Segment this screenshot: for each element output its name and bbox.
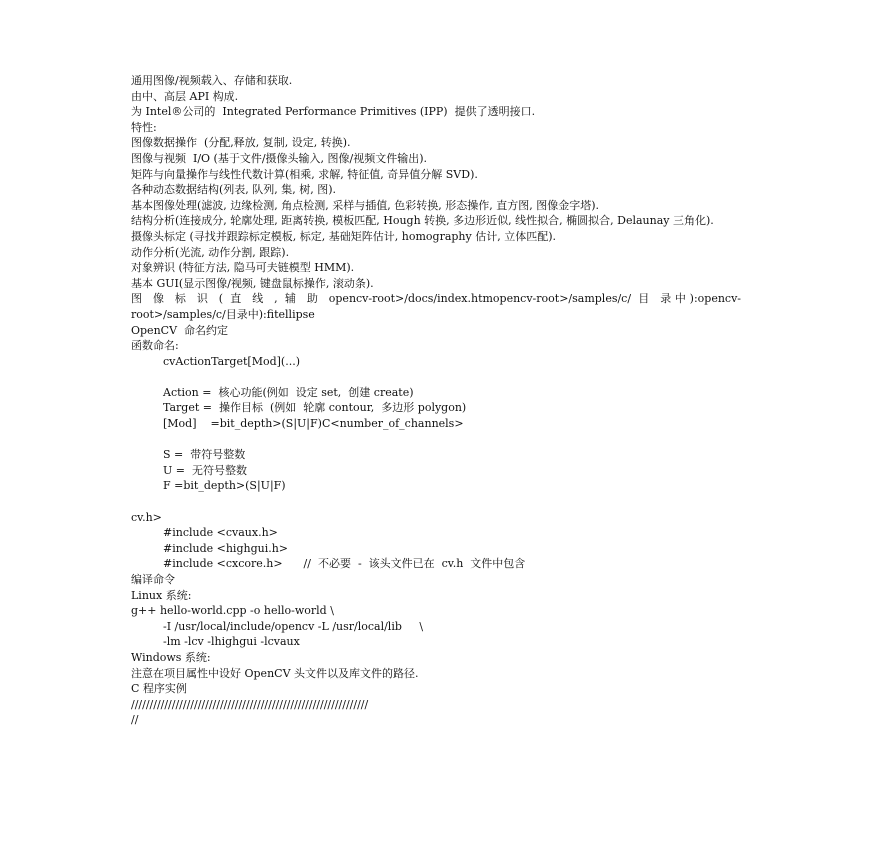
text-line: 函数命名:: [131, 339, 179, 353]
text-line: 为 Intel®公司的 Integrated Performance Primitives (IPP) 提供了透明接口.: [131, 105, 536, 119]
code-line: g++ hello-world.cpp -o hello-world \: [131, 604, 334, 618]
text-line: 图像数据操作 (分配,释放, 复制, 设定, 转换).: [131, 136, 351, 150]
code-line: -I /usr/local/include/opencv -L /usr/local/lib \: [163, 619, 424, 633]
code-line: Action = 核心功能(例如 设定 set, 创建 create): [163, 385, 414, 399]
text-paragraph: 图 像 标 识 ( 直 线 , 辅 助 opencv-root>/docs/index.htmopencv-root>/samples/c/ 目 录中):opencv-root>/samples/c/目录中):fitellipse: [131, 292, 741, 321]
blank-line: [131, 369, 741, 385]
text-line: 各种动态数据结构(列表, 队列, 集, 树, 图).: [131, 183, 337, 197]
blank-line: [131, 494, 741, 510]
code-line: ////////////////////////////////////////////////////////////////: [131, 697, 369, 711]
text-paragraph: 基本图像处理(滤波, 边缘检测, 角点检测, 采样与插值, 色彩转换, 形态操作, 直方图, 图像金字塔).: [131, 198, 600, 212]
code-line: cv.h>: [131, 510, 162, 524]
section-heading: 编译命令: [131, 573, 175, 586]
text-line: Windows 系统:: [131, 650, 211, 664]
code-line: cvActionTarget[Mod](...): [163, 354, 300, 368]
text-line: 基本 GUI(显示图像/视频, 键盘鼠标操作, 滚动条).: [131, 276, 374, 290]
text-paragraph: 结构分析(连接成分, 轮廓处理, 距离转换, 模板匹配, Hough 转换, 多边形近似, 线性拟合, 椭圆拟合, Delaunay 三角化).: [131, 214, 714, 228]
code-line: S = 带符号整数: [163, 448, 246, 462]
blank-line: [131, 432, 741, 448]
text-line: 动作分析(光流, 动作分割, 跟踪).: [131, 245, 290, 259]
text-line: 由中、高层 API 构成.: [131, 89, 239, 103]
code-line: #include <cxcore.h> // 不必要 - 该头文件已在 cv.h 文件中包含: [163, 557, 526, 571]
document-body: [131, 73, 741, 728]
code-line: #include <highgui.h>: [163, 541, 289, 555]
text-line: 图像与视频 I/O (基于文件/摄像头输入, 图像/视频文件输出).: [131, 151, 428, 165]
code-line: //: [131, 713, 139, 727]
text-line: 通用图像/视频载入、存储和获取.: [131, 74, 293, 87]
text-line: 对象辨识 (特征方法, 隐马可夫链模型 HMM).: [131, 261, 355, 275]
section-heading: OpenCV 命名约定: [131, 323, 229, 337]
code-line: [Mod] =bit_depth>(S|U|F)C<number_of_channels>: [163, 417, 464, 431]
text-line: 特性:: [131, 120, 157, 134]
text-line: 矩阵与向量操作与线性代数计算(相乘, 求解, 特征值, 奇异值分解 SVD).: [131, 167, 478, 181]
code-line: F =bit_depth>(S|U|F): [163, 479, 286, 493]
text-line: 摄像头标定 (寻找并跟踪标定模板, 标定, 基础矩阵估计, homography 估计, 立体匹配).: [131, 229, 557, 243]
text-line: 注意在项目属性中设好 OpenCV 头文件以及库文件的路径.: [131, 666, 419, 680]
section-heading: C 程序实例: [131, 682, 187, 696]
code-line: -lm -lcv -lhighgui -lcvaux: [163, 635, 300, 649]
code-line: #include <cvaux.h>: [163, 526, 278, 540]
text-line: Linux 系统:: [131, 588, 192, 602]
code-line: Target = 操作目标 (例如 轮廓 contour, 多边形 polygon): [163, 401, 467, 415]
code-line: U = 无符号整数: [163, 463, 247, 477]
